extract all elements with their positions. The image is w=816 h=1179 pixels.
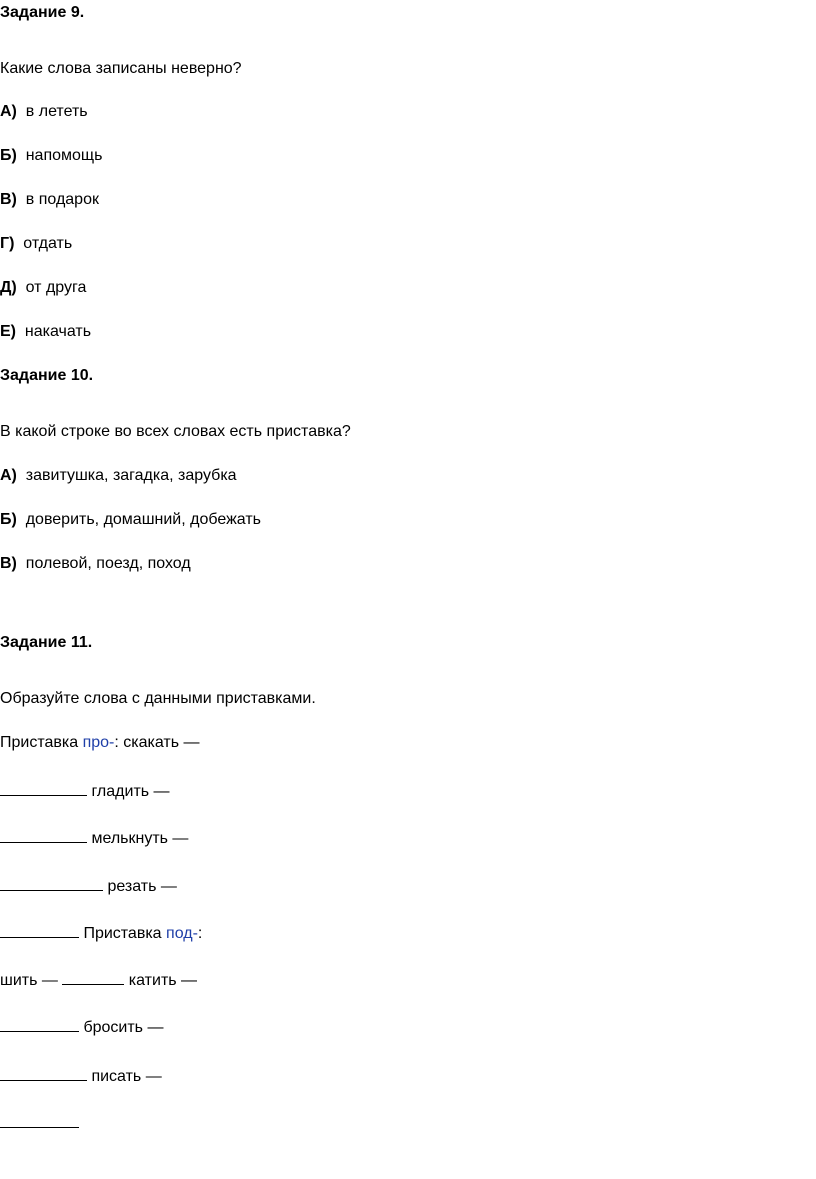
answer-blank[interactable] [0, 923, 79, 938]
word-text: бросить — [79, 1019, 164, 1036]
task11-row-rezat [0, 876, 177, 897]
task11-row-brosit [0, 1017, 163, 1038]
answer-blank[interactable] [0, 1113, 79, 1128]
task9-option-a [0, 102, 88, 122]
task11-row-last [0, 1113, 79, 1134]
task11-row-pisat [0, 1066, 162, 1087]
task11-row-shit-katit [0, 970, 197, 991]
task10-question: В какой строке во всех словах есть приставка? [0, 423, 351, 440]
task9-option-v [0, 190, 99, 210]
task11-instruction: Образуйте слова с данными приставками. [0, 690, 316, 707]
answer-blank[interactable] [0, 781, 87, 796]
task11-title: Задание 11. [0, 634, 93, 651]
task9-option-b [0, 146, 102, 166]
task9-option-g [0, 234, 72, 254]
word-text: гладить — [87, 783, 170, 800]
option-text: полевой, поезд, поход [25, 555, 191, 572]
option-letter: А) [0, 467, 17, 484]
task11-prefix1-row [0, 733, 200, 753]
option-text: в подарок [25, 191, 99, 208]
task10-option-b [0, 510, 261, 530]
prefix-pod: под- [166, 925, 198, 942]
prefix-pro: про- [82, 734, 115, 751]
option-text: завитушка, загадка, зарубка [25, 467, 237, 484]
option-text: в лететь [25, 103, 88, 120]
task10-option-a [0, 466, 237, 486]
option-letter: А) [0, 103, 17, 120]
option-text: отдать [23, 235, 73, 252]
task9-title: Задание 9. [0, 4, 85, 21]
task10-title: Задание 10. [0, 367, 94, 384]
prefix-label: Приставка [79, 925, 167, 942]
option-text: напомощь [25, 147, 103, 164]
task9-option-e [0, 322, 91, 342]
answer-blank[interactable] [0, 1066, 87, 1081]
word-text: катить — [124, 972, 198, 989]
answer-blank[interactable] [0, 1017, 79, 1032]
option-letter: Д) [0, 279, 17, 296]
prefix-rest: : скакать — [114, 734, 200, 751]
task9-option-d [0, 278, 86, 298]
prefix-label: Приставка [0, 734, 83, 751]
option-letter: Б) [0, 511, 17, 528]
option-letter: Г) [0, 235, 15, 252]
prefix-rest: : [197, 925, 203, 942]
task10-option-v [0, 554, 191, 574]
task11-prefix2-row [0, 923, 202, 944]
option-letter: Е) [0, 323, 16, 340]
option-text: накачать [24, 323, 92, 340]
option-letter: В) [0, 555, 17, 572]
option-text: от друга [25, 279, 87, 296]
answer-blank[interactable] [0, 876, 103, 891]
answer-blank[interactable] [62, 970, 124, 985]
task11-row-melknut [0, 828, 188, 849]
option-letter: В) [0, 191, 17, 208]
word-text: мелькнуть — [87, 830, 189, 847]
option-letter: Б) [0, 147, 17, 164]
word-text: шить — [0, 972, 63, 989]
word-text: резать — [103, 878, 177, 895]
word-text: писать — [87, 1068, 162, 1085]
task11-row-gladit [0, 781, 170, 802]
answer-blank[interactable] [0, 828, 87, 843]
task9-question: Какие слова записаны неверно? [0, 60, 242, 77]
option-text: доверить, домашний, добежать [25, 511, 261, 528]
